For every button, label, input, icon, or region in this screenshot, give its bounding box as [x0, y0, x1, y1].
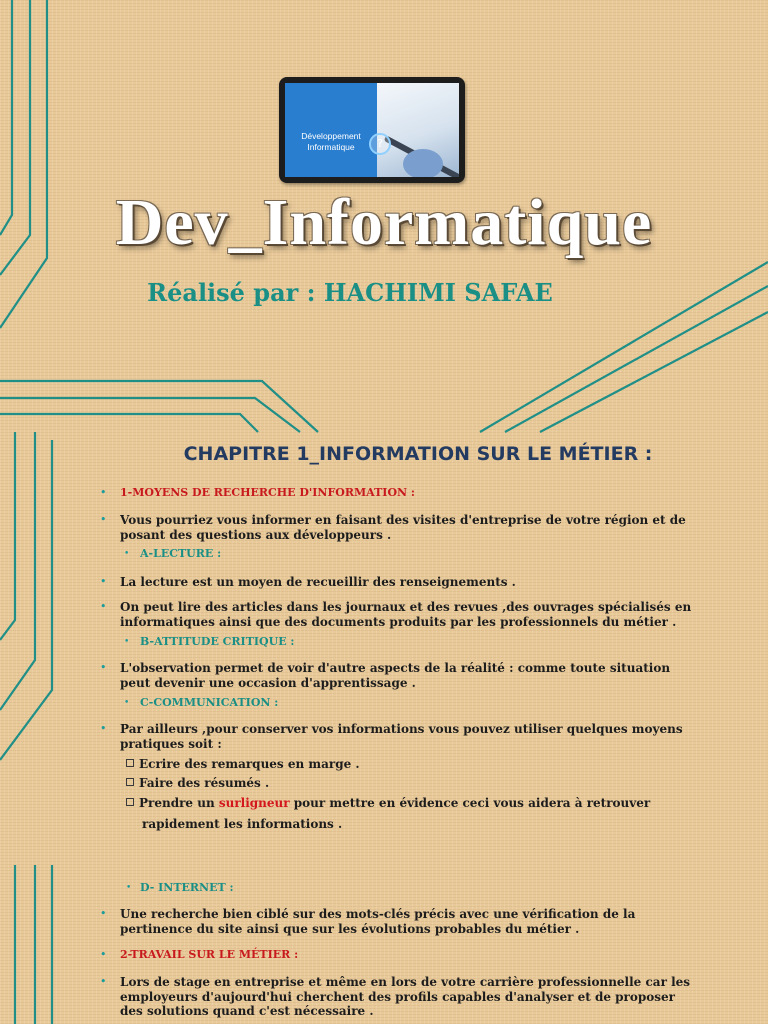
- subsection-heading: C-COMMUNICATION :: [140, 696, 279, 709]
- chapter-heading: CHAPITRE 1_INFORMATION SUR LE MÉTIER :: [183, 443, 653, 465]
- bullet-icon: •: [100, 513, 107, 526]
- square-bullet-icon: [126, 778, 134, 786]
- paragraph-line: pertinence du site ainsi que sur les évolutions probables du métier .: [120, 921, 580, 936]
- section-heading: 1-MOYENS DE RECHERCHE D'INFORMATION :: [120, 486, 415, 499]
- highlighted-word: surligneur: [218, 796, 290, 810]
- bullet-icon: •: [100, 722, 107, 735]
- bullet-icon: •: [100, 907, 107, 920]
- page-title: Dev_Informatique: [115, 186, 653, 259]
- paragraph-line: L'observation permet de voir d'autre aspects de la réalité : comme toute situation: [120, 661, 671, 675]
- subsection-heading: D- INTERNET :: [140, 881, 234, 894]
- paragraph-line: Par ailleurs ,pour conserver vos informations vous pouvez utiliser quelques moyens: [120, 722, 683, 736]
- paragraph-line: des solutions quand c'est nécessaire .: [120, 1004, 374, 1018]
- paragraph-line: La lecture est un moyen de recueillir des renseignements .: [120, 575, 516, 589]
- bullet-icon: •: [100, 600, 107, 613]
- list-item-text: Ecrire des remarques en marge .: [139, 757, 360, 771]
- bullet-icon: •: [124, 637, 130, 647]
- list-item-text: Faire des résumés .: [139, 776, 270, 790]
- tablet-screen-line1: Développement: [301, 131, 361, 141]
- tablet-screen-line2: Informatique: [307, 142, 355, 152]
- section-heading: 2-TRAVAIL SUR LE MÉTIER :: [120, 948, 299, 961]
- bullet-icon: •: [124, 698, 130, 708]
- square-bullet-icon: [126, 759, 134, 767]
- paragraph-line: employeurs d'aujourd'hui cherchent des profils capables d'analyser et de proposer: [120, 989, 675, 1004]
- bullet-icon: •: [100, 661, 107, 674]
- bullet-icon: •: [124, 549, 130, 559]
- subsection-heading: A-LECTURE :: [140, 547, 222, 560]
- paragraph-line: Vous pourriez vous informer en faisant des visites d'entreprise de votre région et de: [120, 513, 686, 527]
- paragraph-line: pratiques soit :: [120, 736, 222, 751]
- help-icon: ?: [369, 133, 391, 155]
- paragraph-line: On peut lire des articles dans les journaux et des revues ,des ouvrages spécialisés en: [120, 600, 692, 614]
- bullet-icon: •: [126, 883, 132, 893]
- list-item-text: rapidement les informations .: [142, 817, 343, 831]
- subsection-heading: B-ATTITUDE CRITIQUE :: [140, 635, 295, 648]
- author-line: Réalisé par : HACHIMI SAFAE: [147, 278, 553, 307]
- bullet-icon: •: [100, 948, 107, 961]
- square-bullet-icon: [126, 798, 134, 806]
- list-item-text: Prendre un surligneur pour mettre en évidence ceci vous aidera à retrouver: [139, 796, 651, 810]
- paragraph-line: informatiques ainsi que des documents produits par les professionnels du métier .: [120, 614, 677, 629]
- bullet-icon: •: [100, 975, 107, 988]
- paragraph-line: posant des questions aux développeurs .: [120, 527, 392, 542]
- bullet-icon: •: [100, 486, 107, 499]
- paragraph-line: peut devenir une occasion d'apprentissage .: [120, 675, 416, 690]
- paragraph-line: Une recherche bien ciblé sur des mots-clés précis avec une vérification de la: [120, 907, 636, 921]
- bullet-icon: •: [100, 575, 107, 588]
- paragraph-line: Lors de stage en entreprise et même en lors de votre carrière professionnelle car les: [120, 975, 691, 989]
